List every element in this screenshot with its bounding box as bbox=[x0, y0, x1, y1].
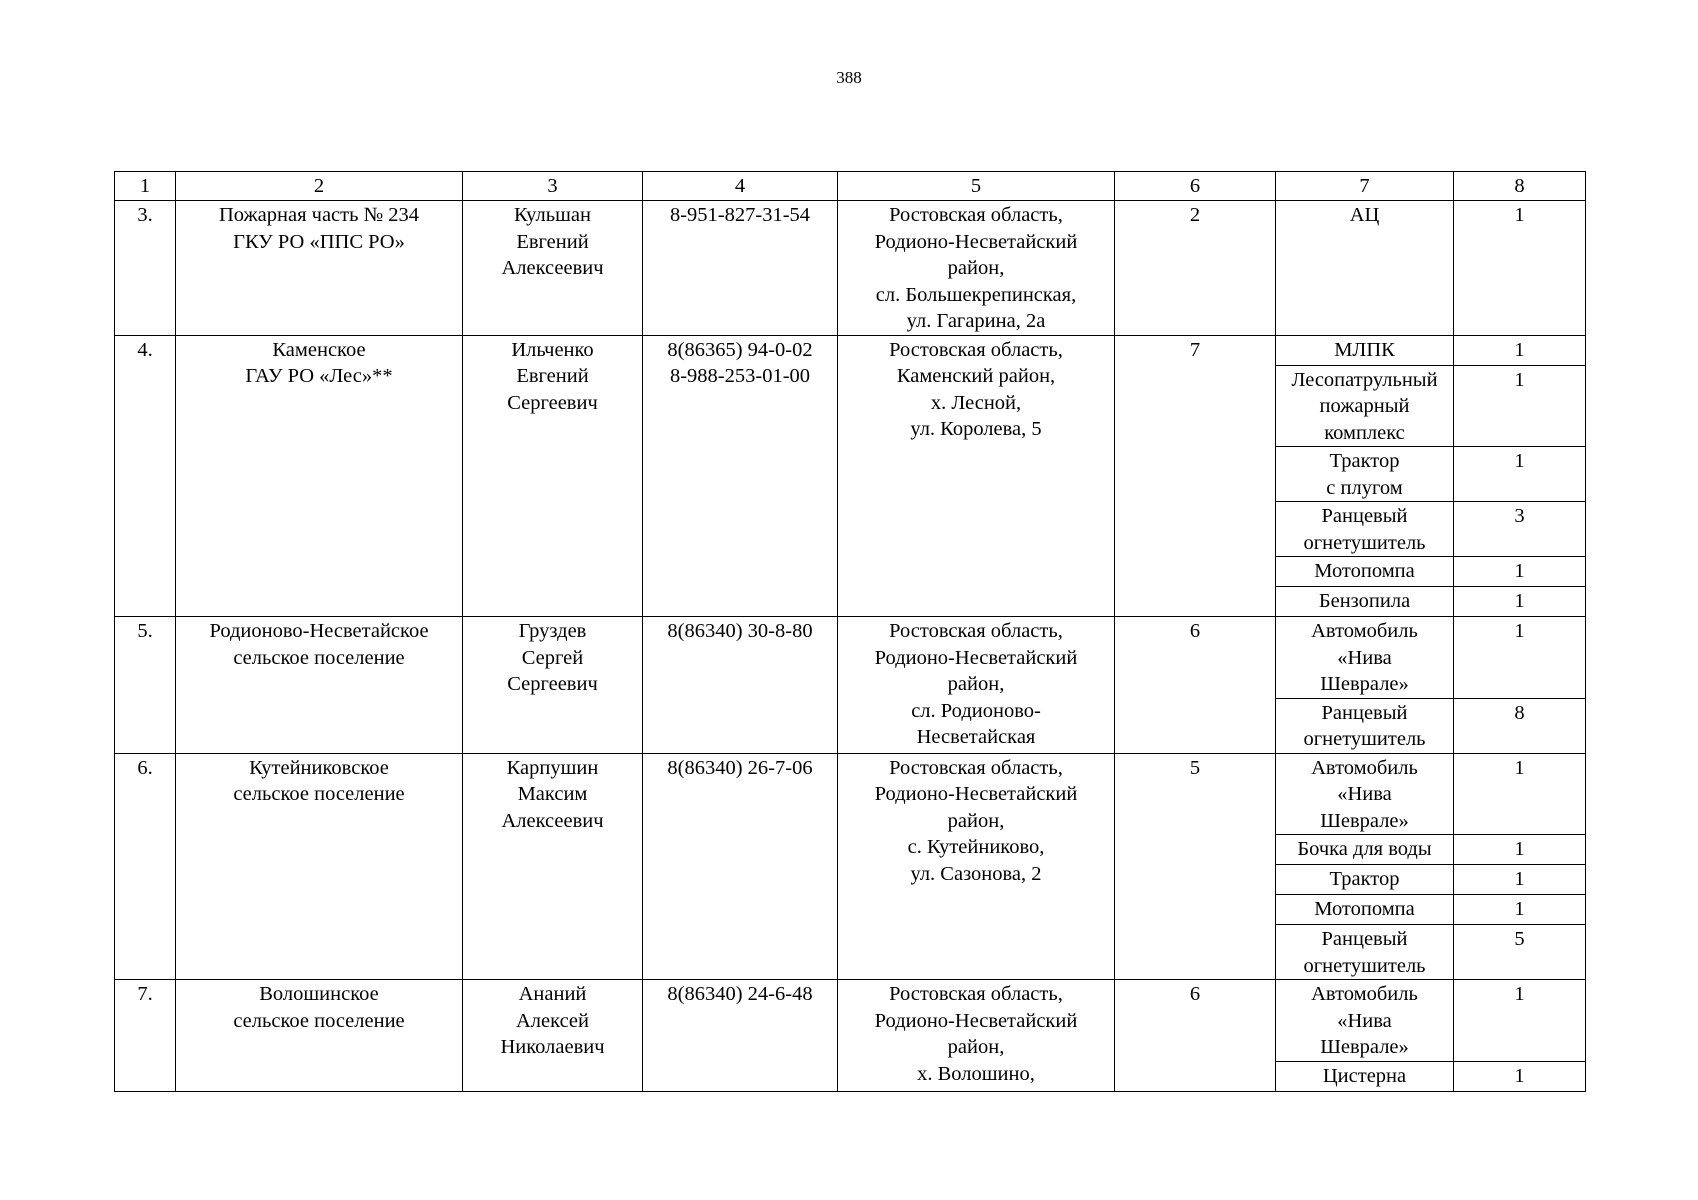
cell-line: Трактор bbox=[1329, 868, 1400, 890]
organization-cell bbox=[176, 201, 463, 336]
address-cell bbox=[838, 753, 1115, 980]
cell-line: Родионо-Несветайский bbox=[874, 646, 1078, 669]
cell-line: Алексеевич bbox=[501, 809, 604, 832]
phone-cell bbox=[643, 201, 838, 336]
cell-line: район, bbox=[947, 809, 1005, 832]
equipment-quantity-cell: 1 bbox=[1454, 447, 1586, 502]
column-header: 3 bbox=[463, 172, 643, 201]
cell-line: сельское поселение bbox=[233, 646, 405, 669]
equipment-name-cell bbox=[1276, 201, 1454, 336]
cell-line: пожарный bbox=[1319, 395, 1410, 417]
phone-cell bbox=[643, 980, 838, 1092]
phone-cell bbox=[643, 753, 838, 980]
personnel-count-cell: 6 bbox=[1115, 617, 1276, 754]
cell-line: «Нива bbox=[1337, 783, 1392, 805]
cell-line: район, bbox=[947, 673, 1005, 695]
equipment-quantity-cell: 1 bbox=[1454, 835, 1586, 865]
equipment-name-cell bbox=[1276, 980, 1454, 1062]
cell-line: ул. Гагарина, 2а bbox=[906, 310, 1046, 332]
cell-line: сельское поселение bbox=[233, 783, 405, 805]
cell-line: Ранцевый bbox=[1321, 928, 1408, 950]
column-header: 6 bbox=[1115, 172, 1276, 201]
cell-line: Лесопатрульный bbox=[1291, 368, 1438, 391]
equipment-quantity-cell: 1 bbox=[1454, 587, 1586, 617]
column-header: 7 bbox=[1276, 172, 1454, 201]
cell-line: огнетушитель bbox=[1303, 531, 1426, 554]
cell-line: район, bbox=[947, 257, 1005, 279]
organization-cell bbox=[176, 335, 463, 617]
equipment-quantity-cell: 1 bbox=[1454, 557, 1586, 587]
cell-line: Ростовская область, bbox=[889, 338, 1063, 361]
equipment-quantity-cell: 1 bbox=[1454, 980, 1586, 1062]
cell-line: сл. Родионово- bbox=[911, 699, 1041, 722]
header-row bbox=[115, 172, 1586, 201]
equipment-name-cell bbox=[1276, 753, 1454, 835]
cell-line: Евгений bbox=[516, 230, 589, 253]
table-row bbox=[115, 980, 1586, 1062]
cell-line: Родионо-Несветайский bbox=[874, 783, 1078, 805]
cell-line: 8(86340) 30-8-80 bbox=[667, 620, 813, 642]
equipment-name-cell bbox=[1276, 925, 1454, 980]
row-number-cell: 6. bbox=[115, 753, 176, 980]
responsible-person-cell bbox=[463, 980, 643, 1092]
cell-line: Цистерна bbox=[1322, 1064, 1407, 1087]
cell-line: Ранцевый bbox=[1321, 701, 1408, 724]
cell-line: Родионово-Несветайское bbox=[209, 620, 429, 642]
equipment-quantity-cell: 1 bbox=[1454, 1061, 1586, 1091]
personnel-count-cell: 2 bbox=[1115, 201, 1276, 336]
equipment-name-cell bbox=[1276, 335, 1454, 365]
equipment-quantity-cell: 5 bbox=[1454, 925, 1586, 980]
responsible-person-cell bbox=[463, 335, 643, 617]
cell-line: ГКУ РО «ППС РО» bbox=[233, 230, 405, 253]
cell-line: Шеврале» bbox=[1320, 673, 1409, 695]
cell-line: с. Кутейниково, bbox=[907, 836, 1045, 858]
row-number-cell: 7. bbox=[115, 980, 176, 1092]
cell-line: Карпушин bbox=[506, 756, 599, 779]
equipment-name-cell bbox=[1276, 1061, 1454, 1091]
responsible-person-cell bbox=[463, 753, 643, 980]
cell-line: х. Волошино, bbox=[917, 1062, 1035, 1085]
table-row bbox=[115, 617, 1586, 699]
table-row bbox=[115, 335, 1586, 365]
equipment-quantity-cell: 1 bbox=[1454, 201, 1586, 336]
cell-line: Ильченко bbox=[511, 338, 594, 361]
responsible-person-cell bbox=[463, 201, 643, 336]
cell-line: Бензопила bbox=[1318, 590, 1411, 612]
cell-line: Ананий bbox=[518, 983, 587, 1005]
cell-line: Бочка для воды bbox=[1297, 838, 1432, 860]
cell-line: огнетушитель bbox=[1303, 728, 1426, 750]
cell-line: Ростовская область, bbox=[889, 620, 1063, 642]
equipment-quantity-cell: 1 bbox=[1454, 335, 1586, 365]
personnel-count-cell: 5 bbox=[1115, 753, 1276, 980]
cell-line: МЛПК bbox=[1334, 338, 1395, 361]
cell-line: Сергеевич bbox=[507, 673, 598, 695]
equipment-name-cell bbox=[1276, 502, 1454, 557]
cell-line: сл. Большекрепинская, bbox=[875, 283, 1077, 306]
cell-line: сельское поселение bbox=[233, 1009, 405, 1032]
address-cell bbox=[838, 617, 1115, 754]
equipment-name-cell bbox=[1276, 557, 1454, 587]
cell-line: Ранцевый bbox=[1321, 505, 1408, 527]
cell-line: Алексеевич bbox=[501, 257, 604, 279]
equipment-name-cell bbox=[1276, 365, 1454, 447]
responsible-person-cell bbox=[463, 617, 643, 754]
table-row bbox=[115, 201, 1586, 336]
organization-cell bbox=[176, 980, 463, 1092]
column-header: 4 bbox=[643, 172, 838, 201]
equipment-quantity-cell: 1 bbox=[1454, 617, 1586, 699]
column-header: 1 bbox=[115, 172, 176, 201]
phone-cell bbox=[643, 617, 838, 754]
cell-line: ГАУ РО «Лес»** bbox=[245, 365, 393, 387]
cell-line: Шеврале» bbox=[1320, 1036, 1409, 1058]
cell-line: Каменский район, bbox=[896, 365, 1056, 387]
cell-line: Несветайская bbox=[916, 726, 1036, 748]
organization-cell bbox=[176, 617, 463, 754]
cell-line: с плугом bbox=[1326, 476, 1403, 499]
cell-line: Родионо-Несветайский bbox=[874, 230, 1078, 253]
cell-line: район, bbox=[947, 1036, 1005, 1058]
equipment-name-cell bbox=[1276, 447, 1454, 502]
cell-line: Николаевич bbox=[500, 1036, 605, 1058]
personnel-count-cell: 7 bbox=[1115, 335, 1276, 617]
cell-line: Шеврале» bbox=[1320, 809, 1409, 832]
cell-line: «Нива bbox=[1337, 1009, 1392, 1032]
cell-line: ул. Сазонова, 2 bbox=[910, 862, 1042, 885]
equipment-name-cell bbox=[1276, 698, 1454, 753]
equipment-quantity-cell: 1 bbox=[1454, 753, 1586, 835]
resources-table bbox=[114, 171, 1586, 1092]
cell-line: ул. Королева, 5 bbox=[910, 418, 1042, 440]
cell-line: «Нива bbox=[1337, 646, 1392, 669]
cell-line: Трактор bbox=[1329, 450, 1400, 472]
cell-line: 8(86340) 26-7-06 bbox=[667, 756, 813, 779]
page-number: 388 bbox=[836, 68, 862, 87]
equipment-name-cell bbox=[1276, 617, 1454, 699]
cell-line: Максим bbox=[517, 783, 588, 805]
cell-line: Мотопомпа bbox=[1314, 898, 1415, 920]
organization-cell bbox=[176, 753, 463, 980]
cell-line: Каменское bbox=[272, 338, 366, 361]
address-cell bbox=[838, 335, 1115, 617]
cell-line: АЦ bbox=[1349, 204, 1380, 226]
personnel-count-cell: 6 bbox=[1115, 980, 1276, 1092]
equipment-name-cell bbox=[1276, 895, 1454, 925]
equipment-quantity-cell: 3 bbox=[1454, 502, 1586, 557]
equipment-quantity-cell: 8 bbox=[1454, 698, 1586, 753]
cell-line: х. Лесной, bbox=[930, 391, 1022, 414]
cell-line: Кутейниковское bbox=[249, 756, 389, 779]
cell-line: Сергеевич bbox=[507, 391, 598, 414]
address-cell bbox=[838, 201, 1115, 336]
column-header: 5 bbox=[838, 172, 1115, 201]
cell-line: 8(86340) 24-6-48 bbox=[667, 983, 813, 1005]
equipment-name-cell bbox=[1276, 835, 1454, 865]
equipment-name-cell bbox=[1276, 865, 1454, 895]
cell-line: Сергей bbox=[521, 646, 584, 669]
cell-line: Волошинское bbox=[259, 983, 379, 1005]
column-header: 8 bbox=[1454, 172, 1586, 201]
cell-line: Ростовская область, bbox=[889, 204, 1063, 226]
column-header: 2 bbox=[176, 172, 463, 201]
cell-line: огнетушитель bbox=[1303, 954, 1426, 977]
equipment-quantity-cell: 1 bbox=[1454, 365, 1586, 447]
table-body bbox=[115, 172, 1586, 1092]
cell-line: Автомобиль bbox=[1311, 756, 1418, 779]
cell-line: Автомобиль bbox=[1311, 983, 1418, 1005]
equipment-name-cell bbox=[1276, 587, 1454, 617]
cell-line: комплекс bbox=[1324, 421, 1405, 444]
cell-line: Евгений bbox=[516, 365, 589, 387]
equipment-quantity-cell: 1 bbox=[1454, 865, 1586, 895]
cell-line: Груздев bbox=[518, 620, 587, 642]
cell-line: Алексей bbox=[515, 1009, 589, 1032]
cell-line: 8-951-827-31-54 bbox=[669, 204, 811, 226]
row-number-cell: 5. bbox=[115, 617, 176, 754]
row-number-cell: 4. bbox=[115, 335, 176, 617]
cell-line: 8(86365) 94-0-02 bbox=[667, 338, 813, 361]
cell-line: Ростовская область, bbox=[889, 756, 1063, 779]
cell-line: Мотопомпа bbox=[1314, 560, 1415, 582]
row-number-cell: 3. bbox=[115, 201, 176, 336]
phone-cell bbox=[643, 335, 838, 617]
cell-line: 8-988-253-01-00 bbox=[669, 365, 811, 387]
cell-line: Кульшан bbox=[514, 204, 591, 226]
cell-line: Автомобиль bbox=[1311, 620, 1418, 642]
address-cell bbox=[838, 980, 1115, 1092]
cell-line: Ростовская область, bbox=[889, 983, 1063, 1005]
cell-line: Родионо-Несветайский bbox=[874, 1009, 1078, 1032]
cell-line: Пожарная часть № 234 bbox=[218, 204, 420, 226]
equipment-quantity-cell: 1 bbox=[1454, 895, 1586, 925]
table-row bbox=[115, 753, 1586, 835]
